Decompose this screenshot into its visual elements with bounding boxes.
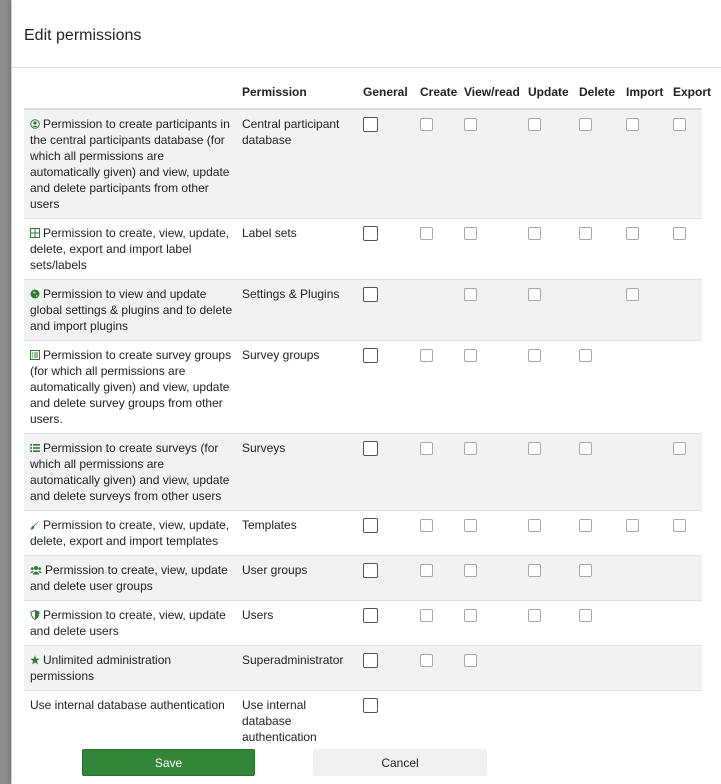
cell-update xyxy=(522,601,573,646)
update-checkbox[interactable] xyxy=(528,519,541,532)
permission-name: Surveys xyxy=(236,434,357,511)
edit-permissions-modal xyxy=(11,0,721,784)
permission-description: Permission to create, view, update and delete users xyxy=(30,608,226,638)
cell-general xyxy=(357,511,414,556)
cell-general xyxy=(357,341,414,434)
cell-general xyxy=(357,109,414,219)
cell-general xyxy=(357,556,414,601)
permission-description-cell xyxy=(24,691,236,752)
column-header-create: Create xyxy=(414,76,458,109)
update-checkbox[interactable] xyxy=(528,349,541,362)
column-header-permission: Permission xyxy=(236,76,357,109)
create-checkbox[interactable] xyxy=(420,227,433,240)
cell-export xyxy=(667,434,702,511)
cell-read xyxy=(458,434,522,511)
general-checkbox[interactable] xyxy=(363,698,378,713)
permissions-table xyxy=(24,76,712,751)
permission-description: Permission to create survey groups (for which all permissions are automatically given) and view, update and delete survey groups from other users. xyxy=(30,348,232,426)
permission-description: Permission to create participants in the central participants database (for which all permissions are automatically given) and view, update and delete participants from other users xyxy=(30,117,230,211)
globe-icon xyxy=(30,287,40,297)
cell-create xyxy=(414,280,458,341)
permission-description: Permission to create, view, update and delete user groups xyxy=(30,563,228,593)
cell-delete xyxy=(573,109,620,219)
table-row xyxy=(24,434,702,511)
permission-description-cell xyxy=(24,341,236,434)
general-checkbox[interactable] xyxy=(363,608,378,623)
cell-general xyxy=(357,646,414,691)
delete-checkbox[interactable] xyxy=(579,609,592,622)
export-checkbox[interactable] xyxy=(673,442,686,455)
list-icon xyxy=(30,441,40,451)
cell-read xyxy=(458,280,522,341)
cell-delete xyxy=(573,511,620,556)
cell-read xyxy=(458,556,522,601)
cell-delete xyxy=(573,601,620,646)
permission-description: Permission to create, view, update, delete, export and import templates xyxy=(30,518,230,548)
cell-update xyxy=(522,556,573,601)
cell-update xyxy=(522,341,573,434)
cell-import xyxy=(620,280,667,341)
read-checkbox[interactable] xyxy=(464,519,477,532)
cell-read xyxy=(458,219,522,280)
general-checkbox[interactable] xyxy=(363,653,378,668)
create-checkbox[interactable] xyxy=(420,519,433,532)
cell-export xyxy=(667,601,702,646)
save-button[interactable]: Save xyxy=(82,749,255,776)
delete-checkbox[interactable] xyxy=(579,349,592,362)
permission-description-cell xyxy=(24,511,236,556)
cell-create xyxy=(414,109,458,219)
column-header-general: General xyxy=(357,76,414,109)
general-checkbox[interactable] xyxy=(363,348,378,363)
cell-read xyxy=(458,511,522,556)
permission-description-cell xyxy=(24,646,236,691)
star-icon xyxy=(30,653,40,663)
create-checkbox[interactable] xyxy=(420,118,433,131)
permission-description: Permission to create, view, update, delete, export and import label sets/labels xyxy=(30,226,230,272)
permission-description: Permission to create surveys (for which all permissions are automatically given) and view, update and delete surveys from other users xyxy=(30,441,230,503)
cell-export xyxy=(667,646,702,691)
cell-read xyxy=(458,601,522,646)
cell-import xyxy=(620,691,667,752)
permission-description: Unlimited administration permissions xyxy=(30,653,172,683)
cell-create xyxy=(414,434,458,511)
permission-description-cell xyxy=(24,219,236,280)
table-row xyxy=(24,601,702,646)
modal-header xyxy=(12,0,721,68)
user-circle-icon xyxy=(30,117,40,127)
cell-export xyxy=(667,691,702,752)
read-checkbox[interactable] xyxy=(464,609,477,622)
table-row xyxy=(24,511,702,556)
delete-checkbox[interactable] xyxy=(579,118,592,131)
update-checkbox[interactable] xyxy=(528,442,541,455)
permission-name: User groups xyxy=(236,556,357,601)
create-checkbox[interactable] xyxy=(420,442,433,455)
table-row xyxy=(24,109,702,219)
general-checkbox[interactable] xyxy=(363,117,378,132)
cell-import xyxy=(620,341,667,434)
cell-update xyxy=(522,691,573,752)
delete-checkbox[interactable] xyxy=(579,442,592,455)
table-row xyxy=(24,556,702,601)
cell-update xyxy=(522,646,573,691)
cell-create xyxy=(414,219,458,280)
permission-description: Use internal database authentication xyxy=(30,698,225,712)
cell-delete xyxy=(573,434,620,511)
users-icon xyxy=(30,563,42,573)
cell-import xyxy=(620,434,667,511)
permission-name: Settings & Plugins xyxy=(236,280,357,341)
cell-delete xyxy=(573,646,620,691)
cell-delete xyxy=(573,691,620,752)
general-checkbox[interactable] xyxy=(363,563,378,578)
cell-export xyxy=(667,109,702,219)
delete-checkbox[interactable] xyxy=(579,227,592,240)
cell-create xyxy=(414,691,458,752)
update-checkbox[interactable] xyxy=(528,227,541,240)
permission-name: Central participant database xyxy=(236,109,357,219)
cell-delete xyxy=(573,280,620,341)
create-checkbox[interactable] xyxy=(420,609,433,622)
import-checkbox[interactable] xyxy=(626,519,639,532)
permission-description-cell xyxy=(24,601,236,646)
cell-general xyxy=(357,280,414,341)
cell-delete xyxy=(573,219,620,280)
read-checkbox[interactable] xyxy=(464,442,477,455)
general-checkbox[interactable] xyxy=(363,441,378,456)
cell-export xyxy=(667,341,702,434)
cell-export xyxy=(667,219,702,280)
general-checkbox[interactable] xyxy=(363,287,378,302)
column-header-delete: Delete xyxy=(573,76,620,109)
general-checkbox[interactable] xyxy=(363,226,378,241)
create-checkbox[interactable] xyxy=(420,564,433,577)
cell-general xyxy=(357,691,414,752)
modal-title: Edit permissions xyxy=(24,27,142,44)
permission-name: Templates xyxy=(236,511,357,556)
cell-create xyxy=(414,601,458,646)
cell-create xyxy=(414,511,458,556)
permission-description-cell xyxy=(24,434,236,511)
table-row xyxy=(24,219,702,280)
read-checkbox[interactable] xyxy=(464,564,477,577)
permission-name: Label sets xyxy=(236,219,357,280)
cell-delete xyxy=(573,556,620,601)
cell-import xyxy=(620,109,667,219)
update-checkbox[interactable] xyxy=(528,288,541,301)
permission-name: Users xyxy=(236,601,357,646)
import-checkbox[interactable] xyxy=(626,227,639,240)
cell-export xyxy=(667,280,702,341)
read-checkbox[interactable] xyxy=(464,654,477,667)
table-row xyxy=(24,280,702,341)
column-header-read: View/read xyxy=(458,76,522,109)
read-checkbox[interactable] xyxy=(464,118,477,131)
cell-import xyxy=(620,219,667,280)
import-checkbox[interactable] xyxy=(626,288,639,301)
cell-update xyxy=(522,511,573,556)
paint-brush-icon xyxy=(30,518,40,528)
export-checkbox[interactable] xyxy=(673,519,686,532)
permission-description-cell xyxy=(24,280,236,341)
cell-import xyxy=(620,646,667,691)
permission-name: Use internal database authentication xyxy=(236,691,357,752)
column-header-import: Import xyxy=(620,76,667,109)
cell-import xyxy=(620,601,667,646)
cell-general xyxy=(357,219,414,280)
cell-update xyxy=(522,219,573,280)
cell-update xyxy=(522,434,573,511)
cell-update xyxy=(522,109,573,219)
import-checkbox[interactable] xyxy=(626,118,639,131)
cell-export xyxy=(667,556,702,601)
column-header-update: Update xyxy=(522,76,573,109)
table-row xyxy=(24,341,702,434)
read-checkbox[interactable] xyxy=(464,349,477,362)
cell-general xyxy=(357,434,414,511)
read-checkbox[interactable] xyxy=(464,288,477,301)
cell-general xyxy=(357,601,414,646)
permission-description: Permission to view and update global settings & plugins and to delete and import plugins xyxy=(30,287,233,333)
permission-name: Survey groups xyxy=(236,341,357,434)
cell-read xyxy=(458,341,522,434)
export-checkbox[interactable] xyxy=(673,118,686,131)
table-row xyxy=(24,646,702,691)
list-alt-icon xyxy=(30,348,40,358)
permission-description-cell xyxy=(24,109,236,219)
export-checkbox[interactable] xyxy=(673,227,686,240)
cell-import xyxy=(620,511,667,556)
delete-checkbox[interactable] xyxy=(579,519,592,532)
permission-description-cell xyxy=(24,556,236,601)
cell-import xyxy=(620,556,667,601)
column-header-export: Export xyxy=(667,76,702,109)
update-checkbox[interactable] xyxy=(528,118,541,131)
cell-create xyxy=(414,341,458,434)
cell-create xyxy=(414,556,458,601)
delete-checkbox[interactable] xyxy=(579,564,592,577)
cell-create xyxy=(414,646,458,691)
cell-delete xyxy=(573,341,620,434)
cancel-button[interactable]: Cancel xyxy=(313,749,487,776)
update-checkbox[interactable] xyxy=(528,609,541,622)
update-checkbox[interactable] xyxy=(528,564,541,577)
cell-export xyxy=(667,511,702,556)
table-grid-icon xyxy=(30,226,40,236)
shield-icon xyxy=(30,608,40,618)
read-checkbox[interactable] xyxy=(464,227,477,240)
cell-read xyxy=(458,691,522,752)
column-header-description xyxy=(24,76,236,109)
general-checkbox[interactable] xyxy=(363,518,378,533)
table-row xyxy=(24,691,702,752)
cell-update xyxy=(522,280,573,341)
cell-read xyxy=(458,109,522,219)
permission-name: Superadministrator xyxy=(236,646,357,691)
create-checkbox[interactable] xyxy=(420,654,433,667)
create-checkbox[interactable] xyxy=(420,349,433,362)
cell-read xyxy=(458,646,522,691)
table-header-row xyxy=(24,76,702,109)
